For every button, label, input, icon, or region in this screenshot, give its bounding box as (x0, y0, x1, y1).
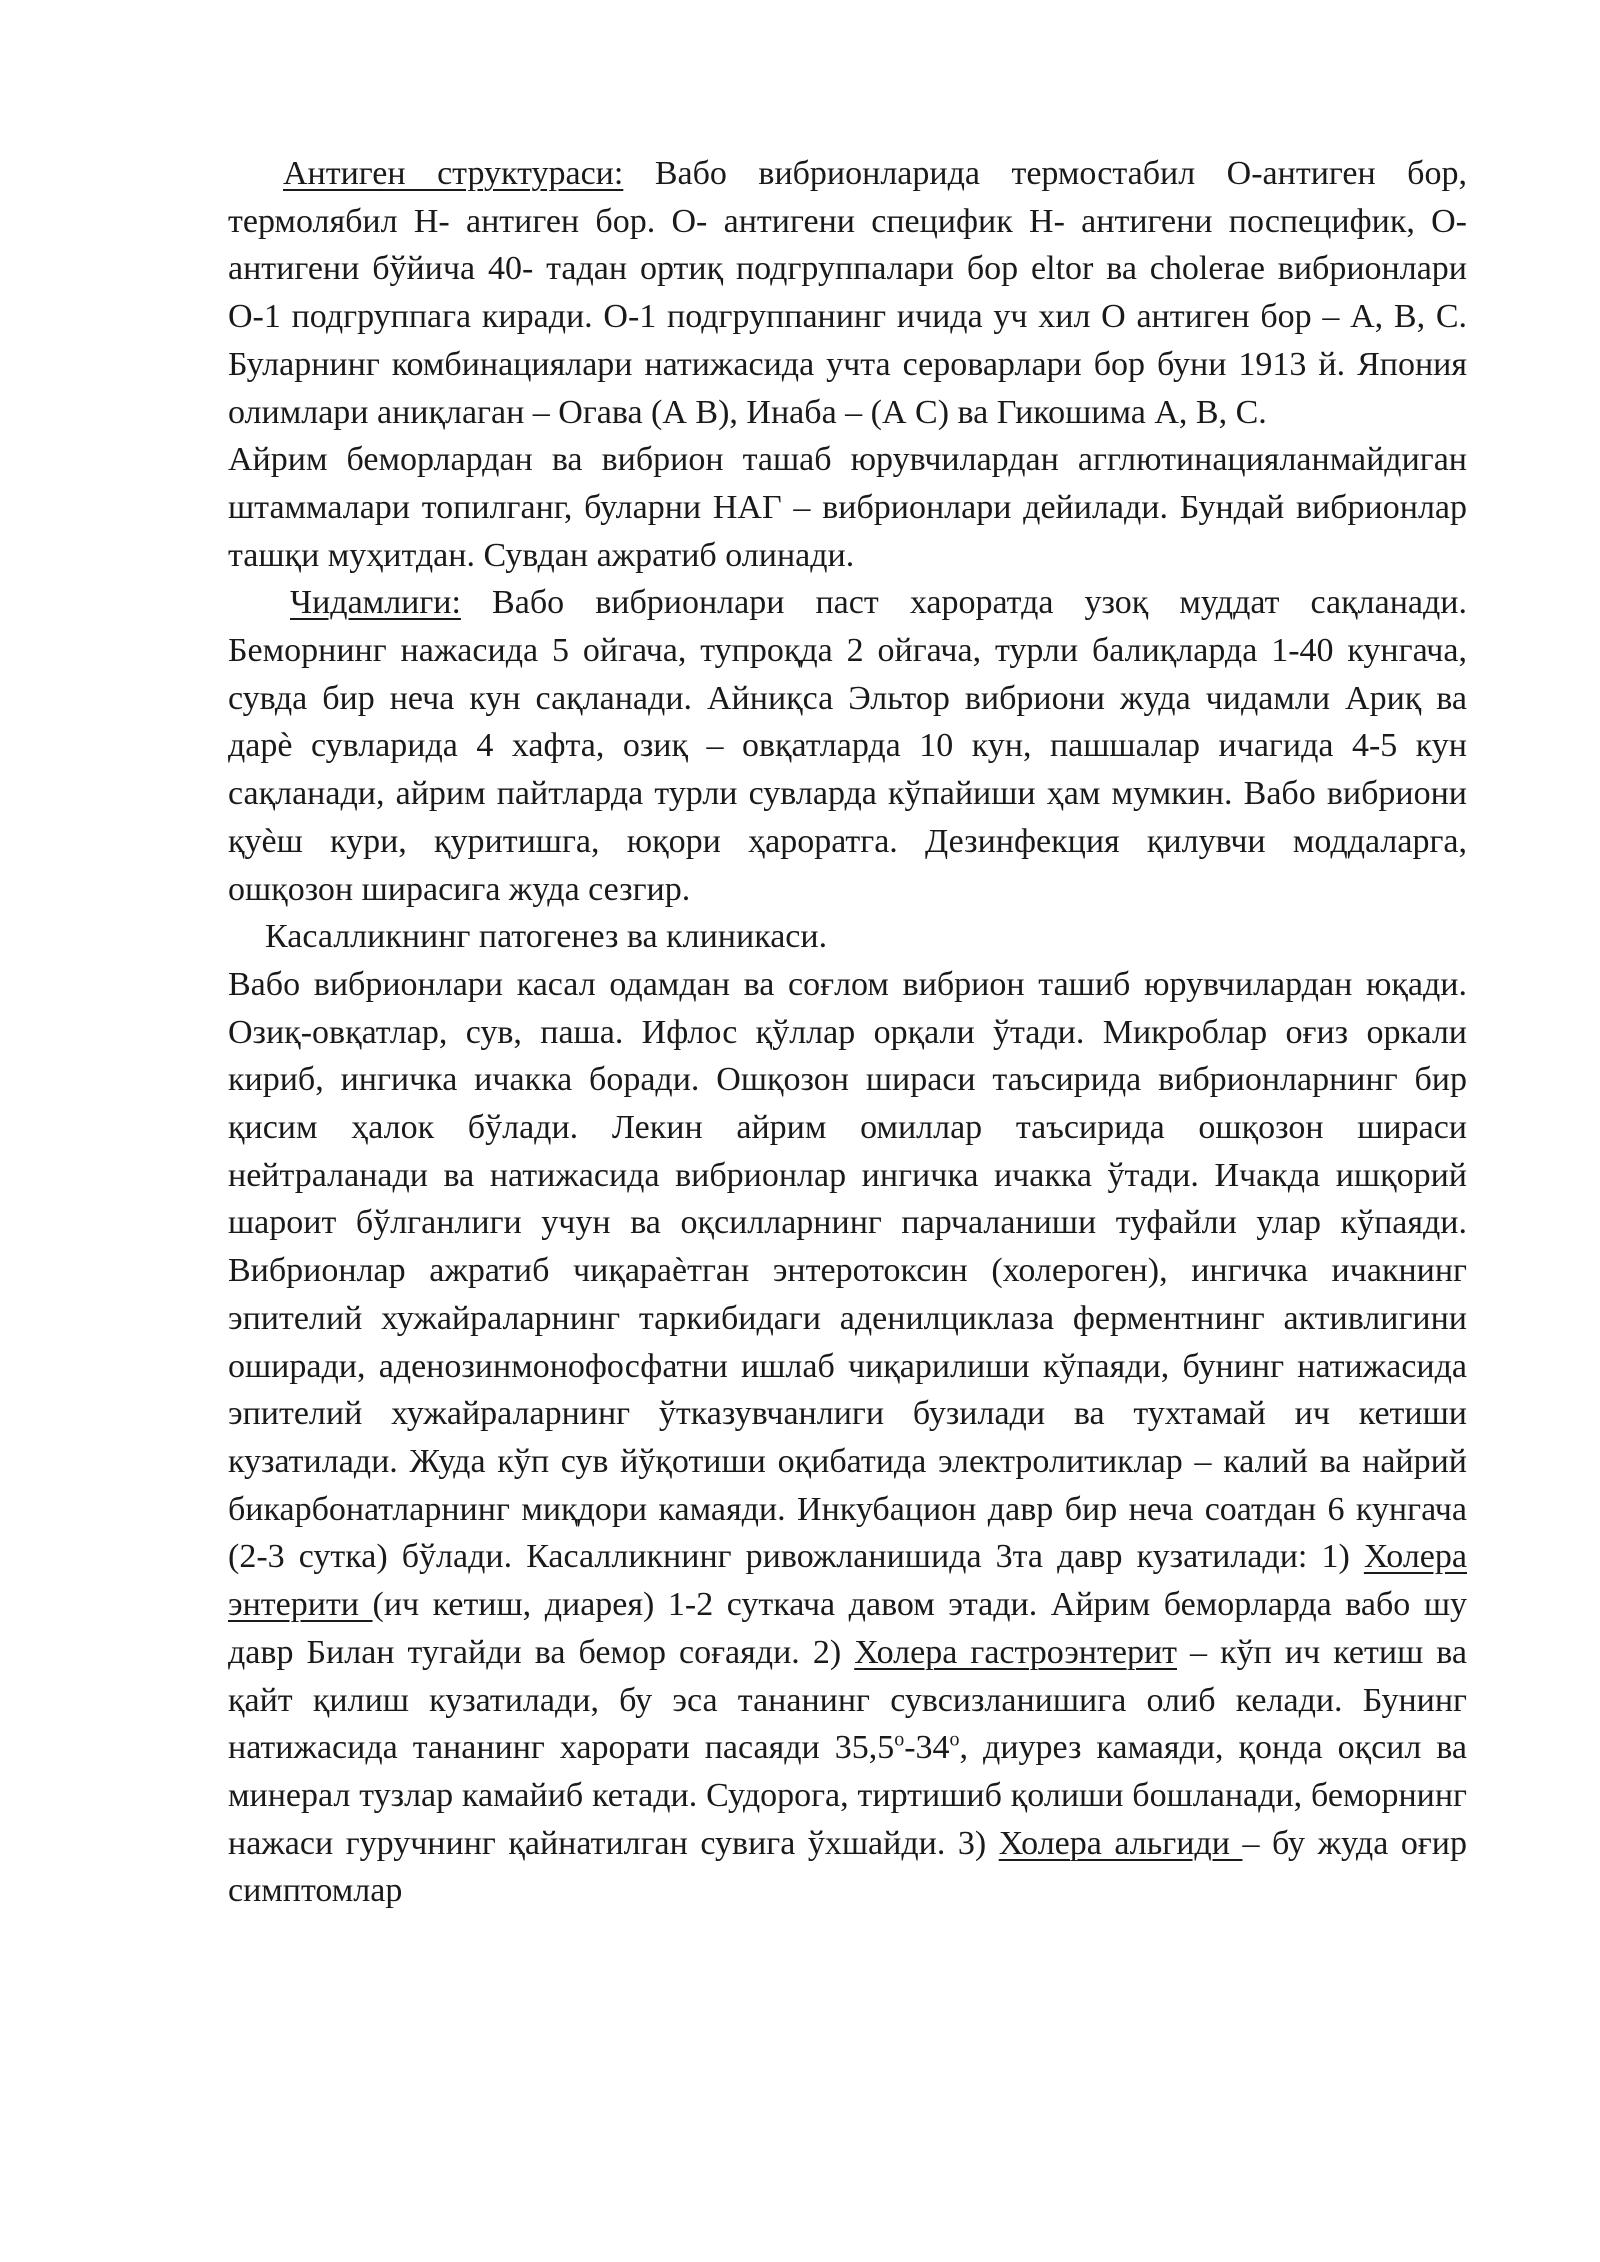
heading-pathogenesis: Касалликнинг патогенез ва клиникаси. (265, 918, 828, 956)
paragraph-text: -34 (904, 1729, 950, 1767)
paragraph-resistance (228, 579, 1467, 913)
paragraph-text: Айрим беморлардан ва вибрион ташаб юрувчилардан агглютинацияланмайдиган штаммалари топилганг, буларни НАГ – вибрионлари дейилади. Бундай вибрионлар ташқи муҳитдан. Сувдан ажратиб олинади. (228, 441, 1467, 574)
degree-mark: о (949, 1728, 960, 1751)
paragraph-nag-vibrios (228, 436, 1467, 579)
paragraph-text: (ич кетиш, диарея) 1-2 суткача давом этади. Айрим беморларда вабо шу давр Билан тугайди ва бемор соғаяди. 2) (228, 1586, 1468, 1671)
paragraph-text: – бу жуда оғир симптомлар (228, 1824, 1467, 1910)
term-cholera-enteritis: Холера энтерити (228, 1538, 1467, 1624)
paragraph-pathogenesis (228, 961, 1467, 1915)
degree-mark: о (894, 1728, 905, 1751)
paragraph-text: Вабо вибрионлари паст хароратда узоқ муддат сақланади. Беморнинг нажасида 5 ойгача, тупроқда 2 ойгача, турли балиқларда 1-40 кунгача, сувда бир неча кун сақланади. Айниқса Эльтор вибриони жуда чидамли Ариқ ва дарѐ сувларида 4 хафта, озиқ – овқатларда 10 кун, пашшалар ичагида 4-5 кун сақланади, айрим пайтларда турли сувларда кўпайиши ҳам мумкин. Вабо вибриони қуѐш кури, қуритишга, юқори ҳароратга. Дезинфекция қилувчи моддаларга, ошқозон ширасига жуда сезгир. (228, 584, 1467, 908)
paragraph-antigen-structure (228, 150, 1467, 436)
paragraph-text: Вабо вибрионларида термостабил О-антиген бор, термолябил Н- антиген бор. О- антигени специфик Н- антигени поспецифик, О- антигени бўйича 40- тадан ортиқ подгруппалари бор eltor ва cholerae вибрионлари О-1 подгруппага киради. О-1 подгруппанинг ичида уч хил О антиген бор – А, В, С. Буларнинг комбинациялари натижасида учта сероварлари бор буни 1913 й. Япония олимлари аниқлаган – Огава (А В), Инаба – (А С) ва Гикошима А, В, С. (228, 155, 1467, 431)
paragraph-text: Вабо вибрионлари касал одамдан ва соғлом вибрион ташиб юрувчилардан юқади. Озиқ-овқатлар, сув, паша. Ифлос қўллар орқали ўтади. Микроблар оғиз оркали кириб, ингичка ичакка боради. Ошқозон шираси таъсирида вибрионларнинг бир қисим ҳалок бўлади. Лекин айрим омиллар таъсирида ошқозон шираси нейтраланади ва натижасида вибрионлар ингичка ичакка ўтади. Ичакда ишқорий шароит бўлганлиги учун ва оқсилларнинг парчаланиши туфайли улар кўпаяди. Вибрионлар ажратиб чиқараѐтган энтеротоксин (холероген), ингичка ичакнинг эпителий хужайраларнинг таркибидаги аденилциклаза ферментнинг активлигини оширади, аденозинмонофосфатни ишлаб чиқарилиши кўпаяди, бунинг натижасида эпителий хужайраларнинг ўтказувчанлиги бузилади ва тухтамай ич кетиши кузатилади. Жуда кўп сув йўқотиши оқибатида электролитиклар – калий ва найрий бикарбонатларнинг миқдори камаяди. Инкубацион давр бир неча соатдан 6 кунгача (2-3 сутка) бўлади. Касалликнинг ривожланишида 3та давр кузатилади: 1) (228, 965, 1467, 1576)
heading-resistance: Чидамлиги: (290, 584, 461, 622)
term-cholera-algid: Холера альгиди (998, 1824, 1243, 1862)
term-cholera-gastroenteritis: Холера гастроэнтерит (854, 1633, 1177, 1671)
section-heading-pathogenesis (228, 913, 1467, 961)
paragraph-text: – кўп ич кетиш ва қайт қилиш кузатилади, бу эса тананинг сувсизланишига олиб келади. Бунинг натижасида тананинг харорати пасаяди 35,5 (228, 1633, 1468, 1767)
heading-antigen-structure: Антиген структураси: (283, 155, 624, 192)
paragraph-text: , диурез камаяди, қонда оқсил ва минерал тузлар камайиб кетади. Судорога, тиртишиб қолиши бошланади, беморнинг нажаси гуручнинг қайнатилган сувига ўхшайди. 3) (228, 1729, 1468, 1862)
